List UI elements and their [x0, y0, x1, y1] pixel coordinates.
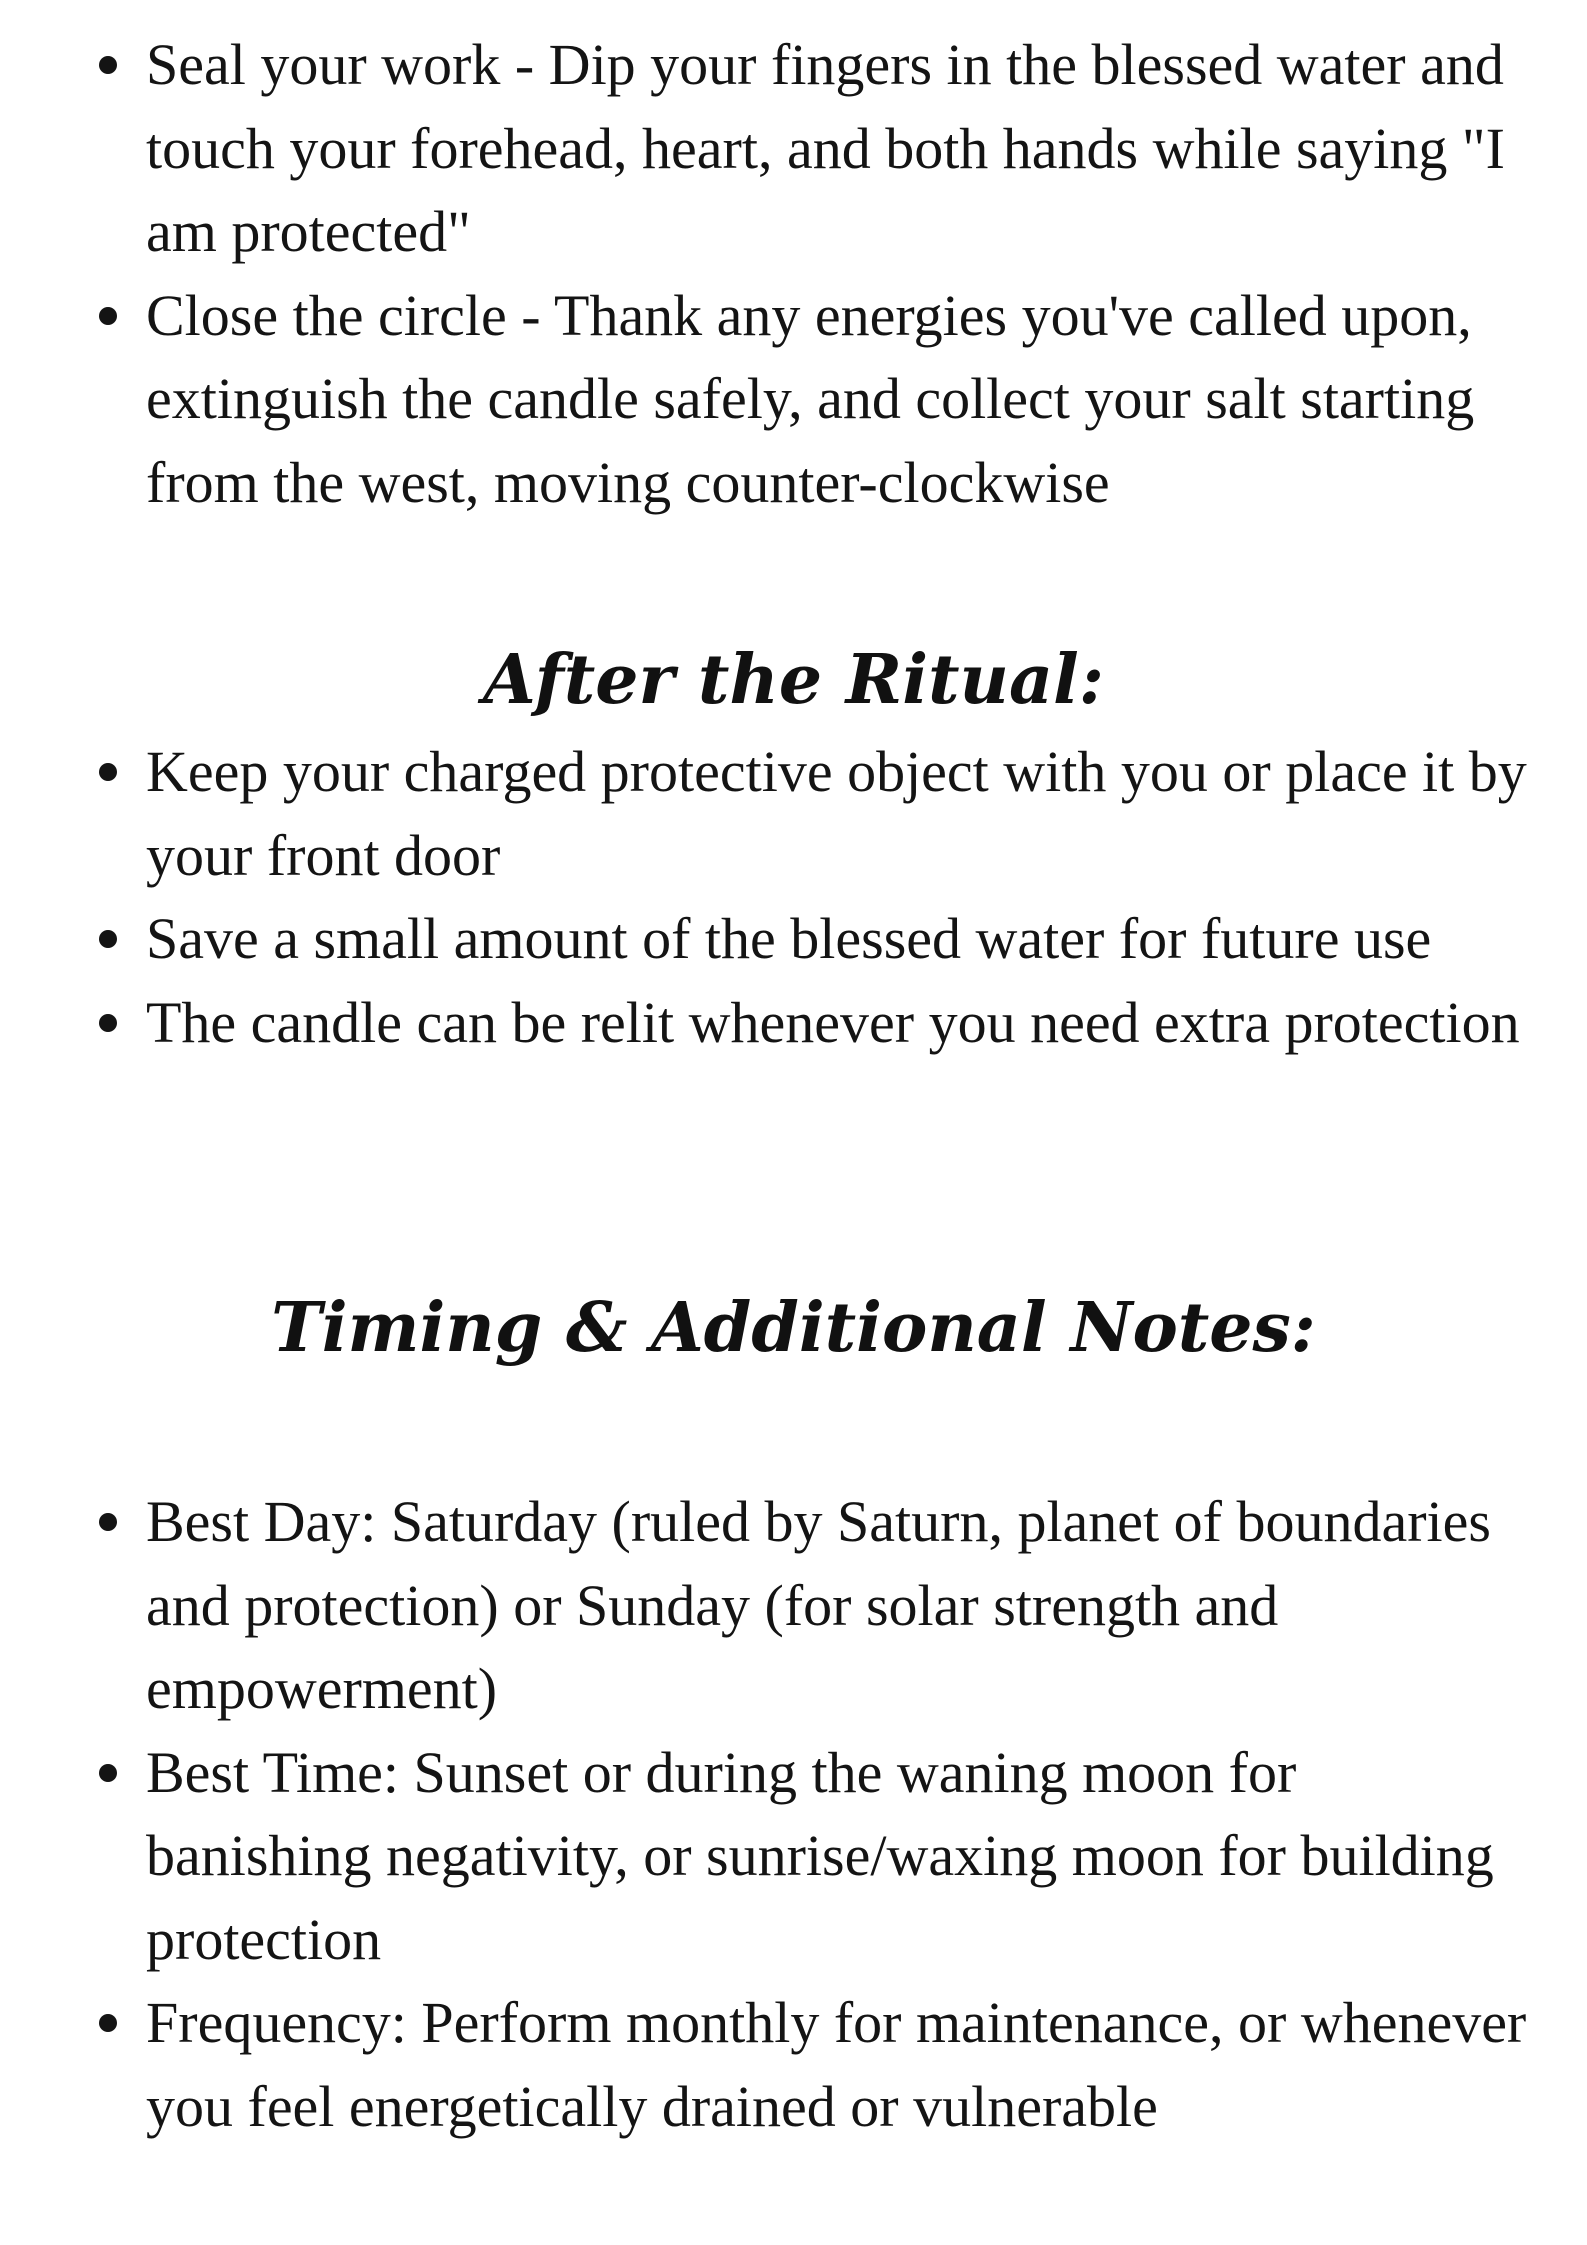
ritual-steps-list	[0, 23, 1587, 524]
list-item	[0, 274, 1587, 525]
list-item-text: Best Day: Saturday (ruled by Saturn, planet of boundaries and protection) or Sunday (for solar strength and empowerment)	[146, 1489, 1491, 1721]
bullet-icon	[99, 1513, 117, 1531]
list-item	[0, 730, 1587, 897]
list-item	[0, 981, 1587, 1065]
after-ritual-list	[0, 730, 1587, 1064]
bullet-icon	[99, 307, 117, 325]
bullet-icon	[99, 1014, 117, 1032]
list-item	[0, 1731, 1587, 1982]
section-heading-timing-notes: Timing & Additional Notes:	[271, 1288, 1316, 1368]
list-item	[0, 1480, 1587, 1731]
list-item-text: Frequency: Perform monthly for maintenance, or whenever you feel energetically drained or vulnerable	[146, 1990, 1527, 2139]
list-item	[0, 23, 1587, 274]
list-item-text: Keep your charged protective object with you or place it by your front door	[146, 739, 1527, 888]
bullet-icon	[99, 2014, 117, 2032]
bullet-icon	[99, 56, 117, 74]
list-item-text: Best Time: Sunset or during the waning moon for banishing negativity, or sunrise/waxing moon for building protection	[146, 1739, 1494, 1972]
list-item-text: Save a small amount of the blessed water for future use	[146, 906, 1432, 971]
bullet-icon	[99, 930, 117, 948]
timing-notes-list	[0, 1480, 1587, 2148]
list-item	[0, 1981, 1587, 2148]
list-item-text: Close the circle - Thank any energies you've called upon, extinguish the candle safely, and collect your salt starting from the west, moving counter-clockwise	[146, 282, 1475, 515]
section-heading-after-ritual: After the Ritual:	[483, 640, 1104, 720]
bullet-icon	[99, 763, 117, 781]
list-item-text: The candle can be relit whenever you need extra protection	[146, 989, 1520, 1055]
list-item	[0, 897, 1587, 981]
bullet-icon	[99, 1764, 117, 1782]
list-item-text: Seal your work - Dip your fingers in the blessed water and touch your forehead, heart, and both hands while saying "I am protected"	[146, 32, 1505, 264]
